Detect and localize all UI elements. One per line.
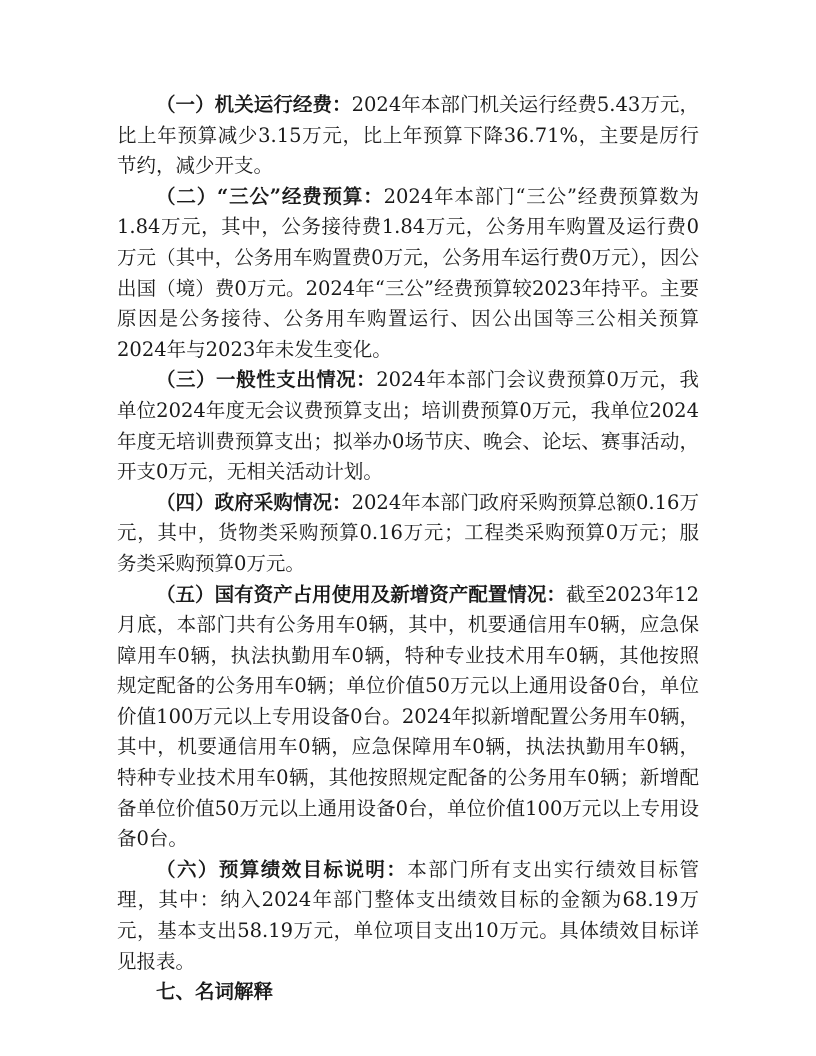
paragraph-body: 2024年本部门政府采购预算总额0.16万元，其中，货物类采购预算0.16万元；工程类采购预算0万元；服务类采购预算0万元。 [117, 490, 699, 575]
paragraph-body: 截至2023年12月底，本部门共有公务用车0辆，其中，机要通信用车0辆，应急保障用车0辆，执法执勤用车0辆，特种专业技术用车0辆，其他按照规定配备的公务用车0辆；单位价值50万元以上通用设备0台，单位价值100万元以上专用设备0台。2024年拟新增配置公务用车0辆，其中，机要通信用车0辆，应急保障用车0辆，执法执勤用车0辆，特种专业技术用车0辆，其他按照规定配备的公务用车0辆；新增配备单位价值50万元以上通用设备0台，单位价值100万元以上专用设备0台。 [117, 582, 699, 851]
paragraph-lead: （三）一般性支出情况： [156, 368, 377, 392]
paragraph-state-assets [117, 580, 699, 855]
paragraph-general-expenditure [117, 365, 699, 487]
paragraph-body: 2024年本部门机关运行经费5.43万元，比上年预算减少3.15万元，比上年预算下降36.71%，主要是厉行节约，减少开支。 [117, 93, 699, 178]
paragraph-lead: （一）机关运行经费： [156, 93, 352, 116]
paragraph-lead: （二）“三公”经费预算： [156, 184, 384, 208]
paragraph-lead: （四）政府采购情况： [156, 490, 352, 514]
paragraph-performance-goals [117, 855, 699, 977]
paragraph-body: 本部门所有支出实行绩效目标管理，其中：纳入2024年部门整体支出绩效目标的金额为68.19万元，基本支出58.19万元，单位项目支出10万元。具体绩效目标详见报表。 [117, 857, 699, 973]
paragraph-government-procurement [117, 488, 699, 580]
paragraph-lead: （五）国有资产占用使用及新增资产配置情况： [156, 582, 566, 606]
section-heading-glossary: 七、名词解释 [156, 980, 274, 1004]
paragraph-body: 2024年本部门会议费预算0万元，我单位2024年度无会议费预算支出；培训费预算0万元，我单位2024年度无培训费预算支出；拟举办0场节庆、晚会、论坛、赛事活动，开支0万元，无相关活动计划。 [117, 368, 699, 484]
paragraph-operating-expenses [117, 90, 699, 182]
paragraph-lead: （六）预算绩效目标说明： [156, 857, 408, 881]
paragraph-body: 2024年本部门“三公”经费预算数为1.84万元，其中，公务接待费1.84万元，公务用车购置及运行费0万元（其中，公务用车购置费0万元，公务用车运行费0万元），因公出国（境）费0万元。2024年“三公”经费预算较2023年持平。主要原因是公务接待、公务用车购置运行、因公出国等三公相关预算2024年与2023年未发生变化。 [117, 184, 699, 361]
document-page [117, 90, 699, 1008]
paragraph-three-public-expenses [117, 182, 699, 366]
